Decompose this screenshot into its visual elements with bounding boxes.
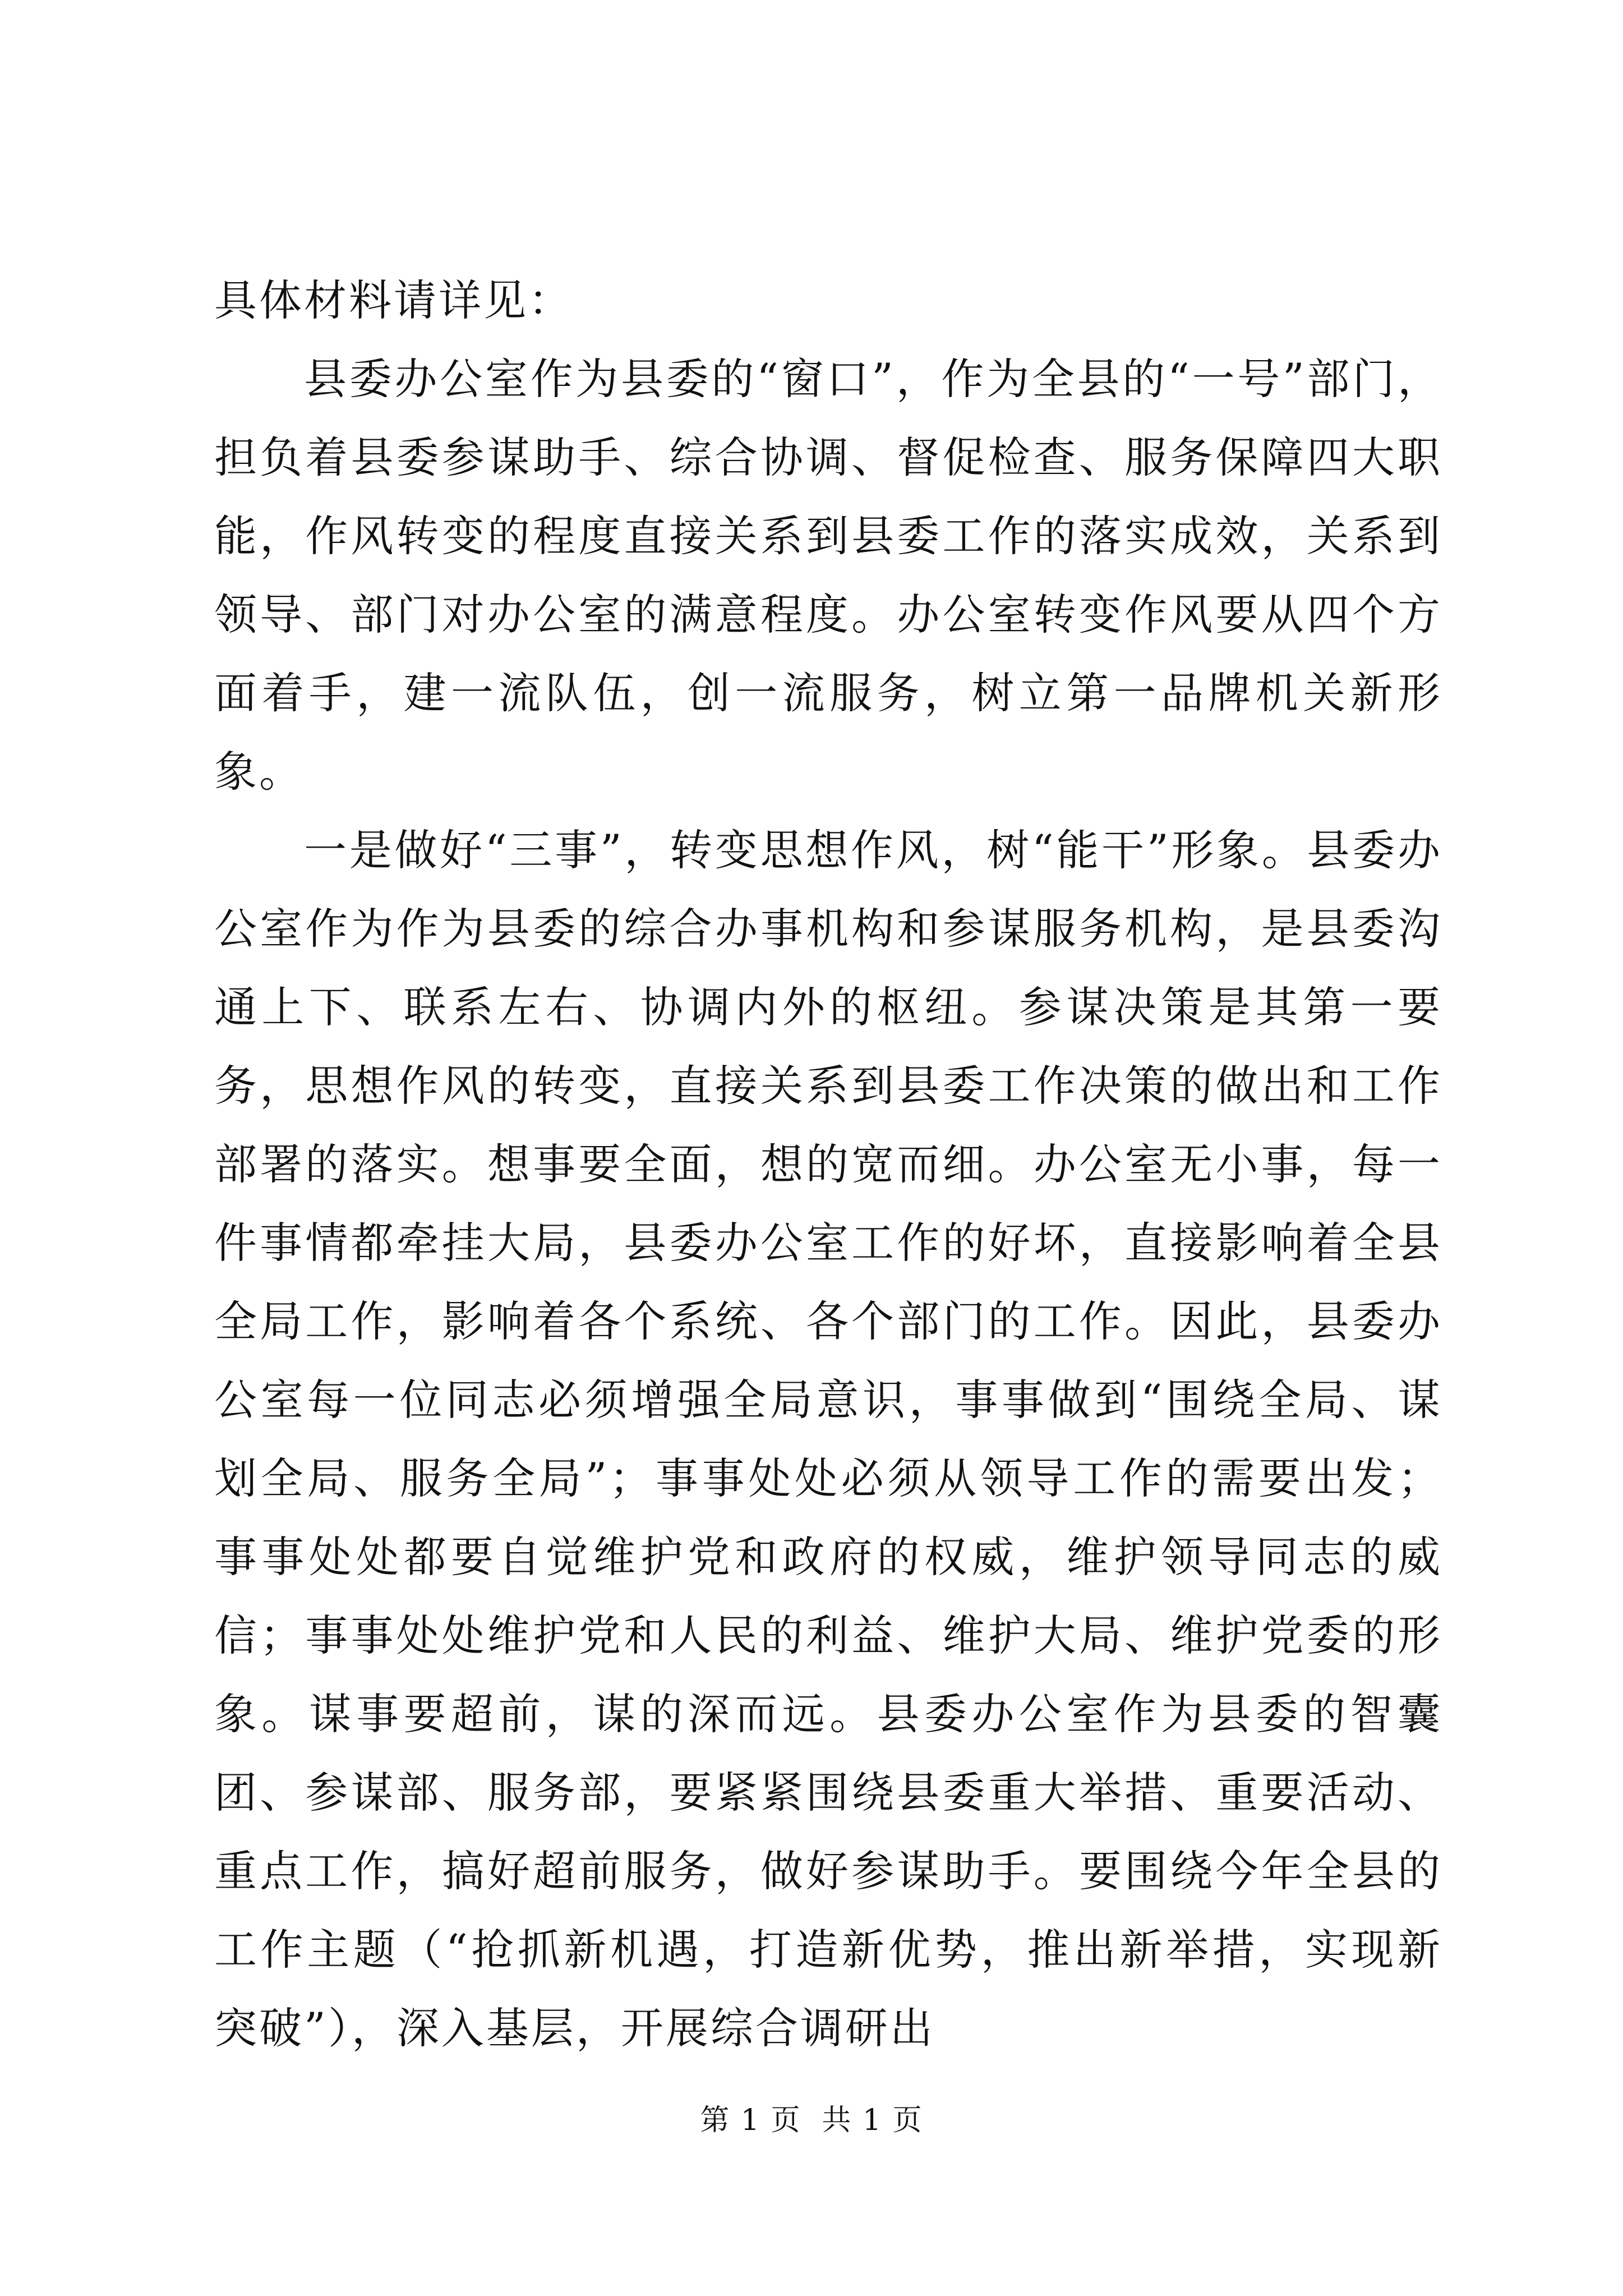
document-body [214, 261, 1442, 2068]
paragraph-office-role: 县委办公室作为县委的“窗口”，作为全县的“一号”部门，担负着县委参谋助手、综合协调、督促检查、服务保障四大职能，作风转变的程度直接关系到县委工作的落实成效，关系到领导、部门对办公室的满意程度。办公室转变作风要从四个方面着手，建一流队伍，创一流服务，树立第一品牌机关新形象。 [214, 354, 1442, 797]
paragraph-intro: 具体材料请详见： [214, 275, 573, 325]
page-number-label: 第 1 页 共 1 页 [700, 2104, 923, 2137]
page-footer [0, 2101, 1623, 2140]
paragraph-three-things: 一是做好“三事”，转变思想作风，树“能干”形象。县委办公室作为作为县委的综合办事机构和参谋服务机构，是县委沟通上下、联系左右、协调内外的枢纽。参谋决策是其第一要务，思想作风的转变，直接关系到县委工作决策的做出和工作部署的落实。想事要全面，想的宽而细。办公室无小事，每一件事情都牵挂大局，县委办公室工作的好坏，直接影响着全县全局工作，影响着各个系统、各个部门的工作。因此，县委办公室每一位同志必须增强全局意识，事事做到“围绕全局、谋划全局、服务全局”；事事处处必须从领导工作的需要出发；事事处处都要自觉维护党和政府的权威，维护领导同志的威信；事事处处维护党和人民的利益、维护大局、维护党委的形象。谋事要超前，谋的深而远。县委办公室作为县委的智囊团、参谋部、服务部，要紧紧围绕县委重大举措、重要活动、重点工作，搞好超前服务，做好参谋助手。要围绕今年全县的工作主题（“抢抓新机遇，打造新优势，推出新举措，实现新突破”），深入基层，开展综合调研出 [214, 825, 1442, 2053]
